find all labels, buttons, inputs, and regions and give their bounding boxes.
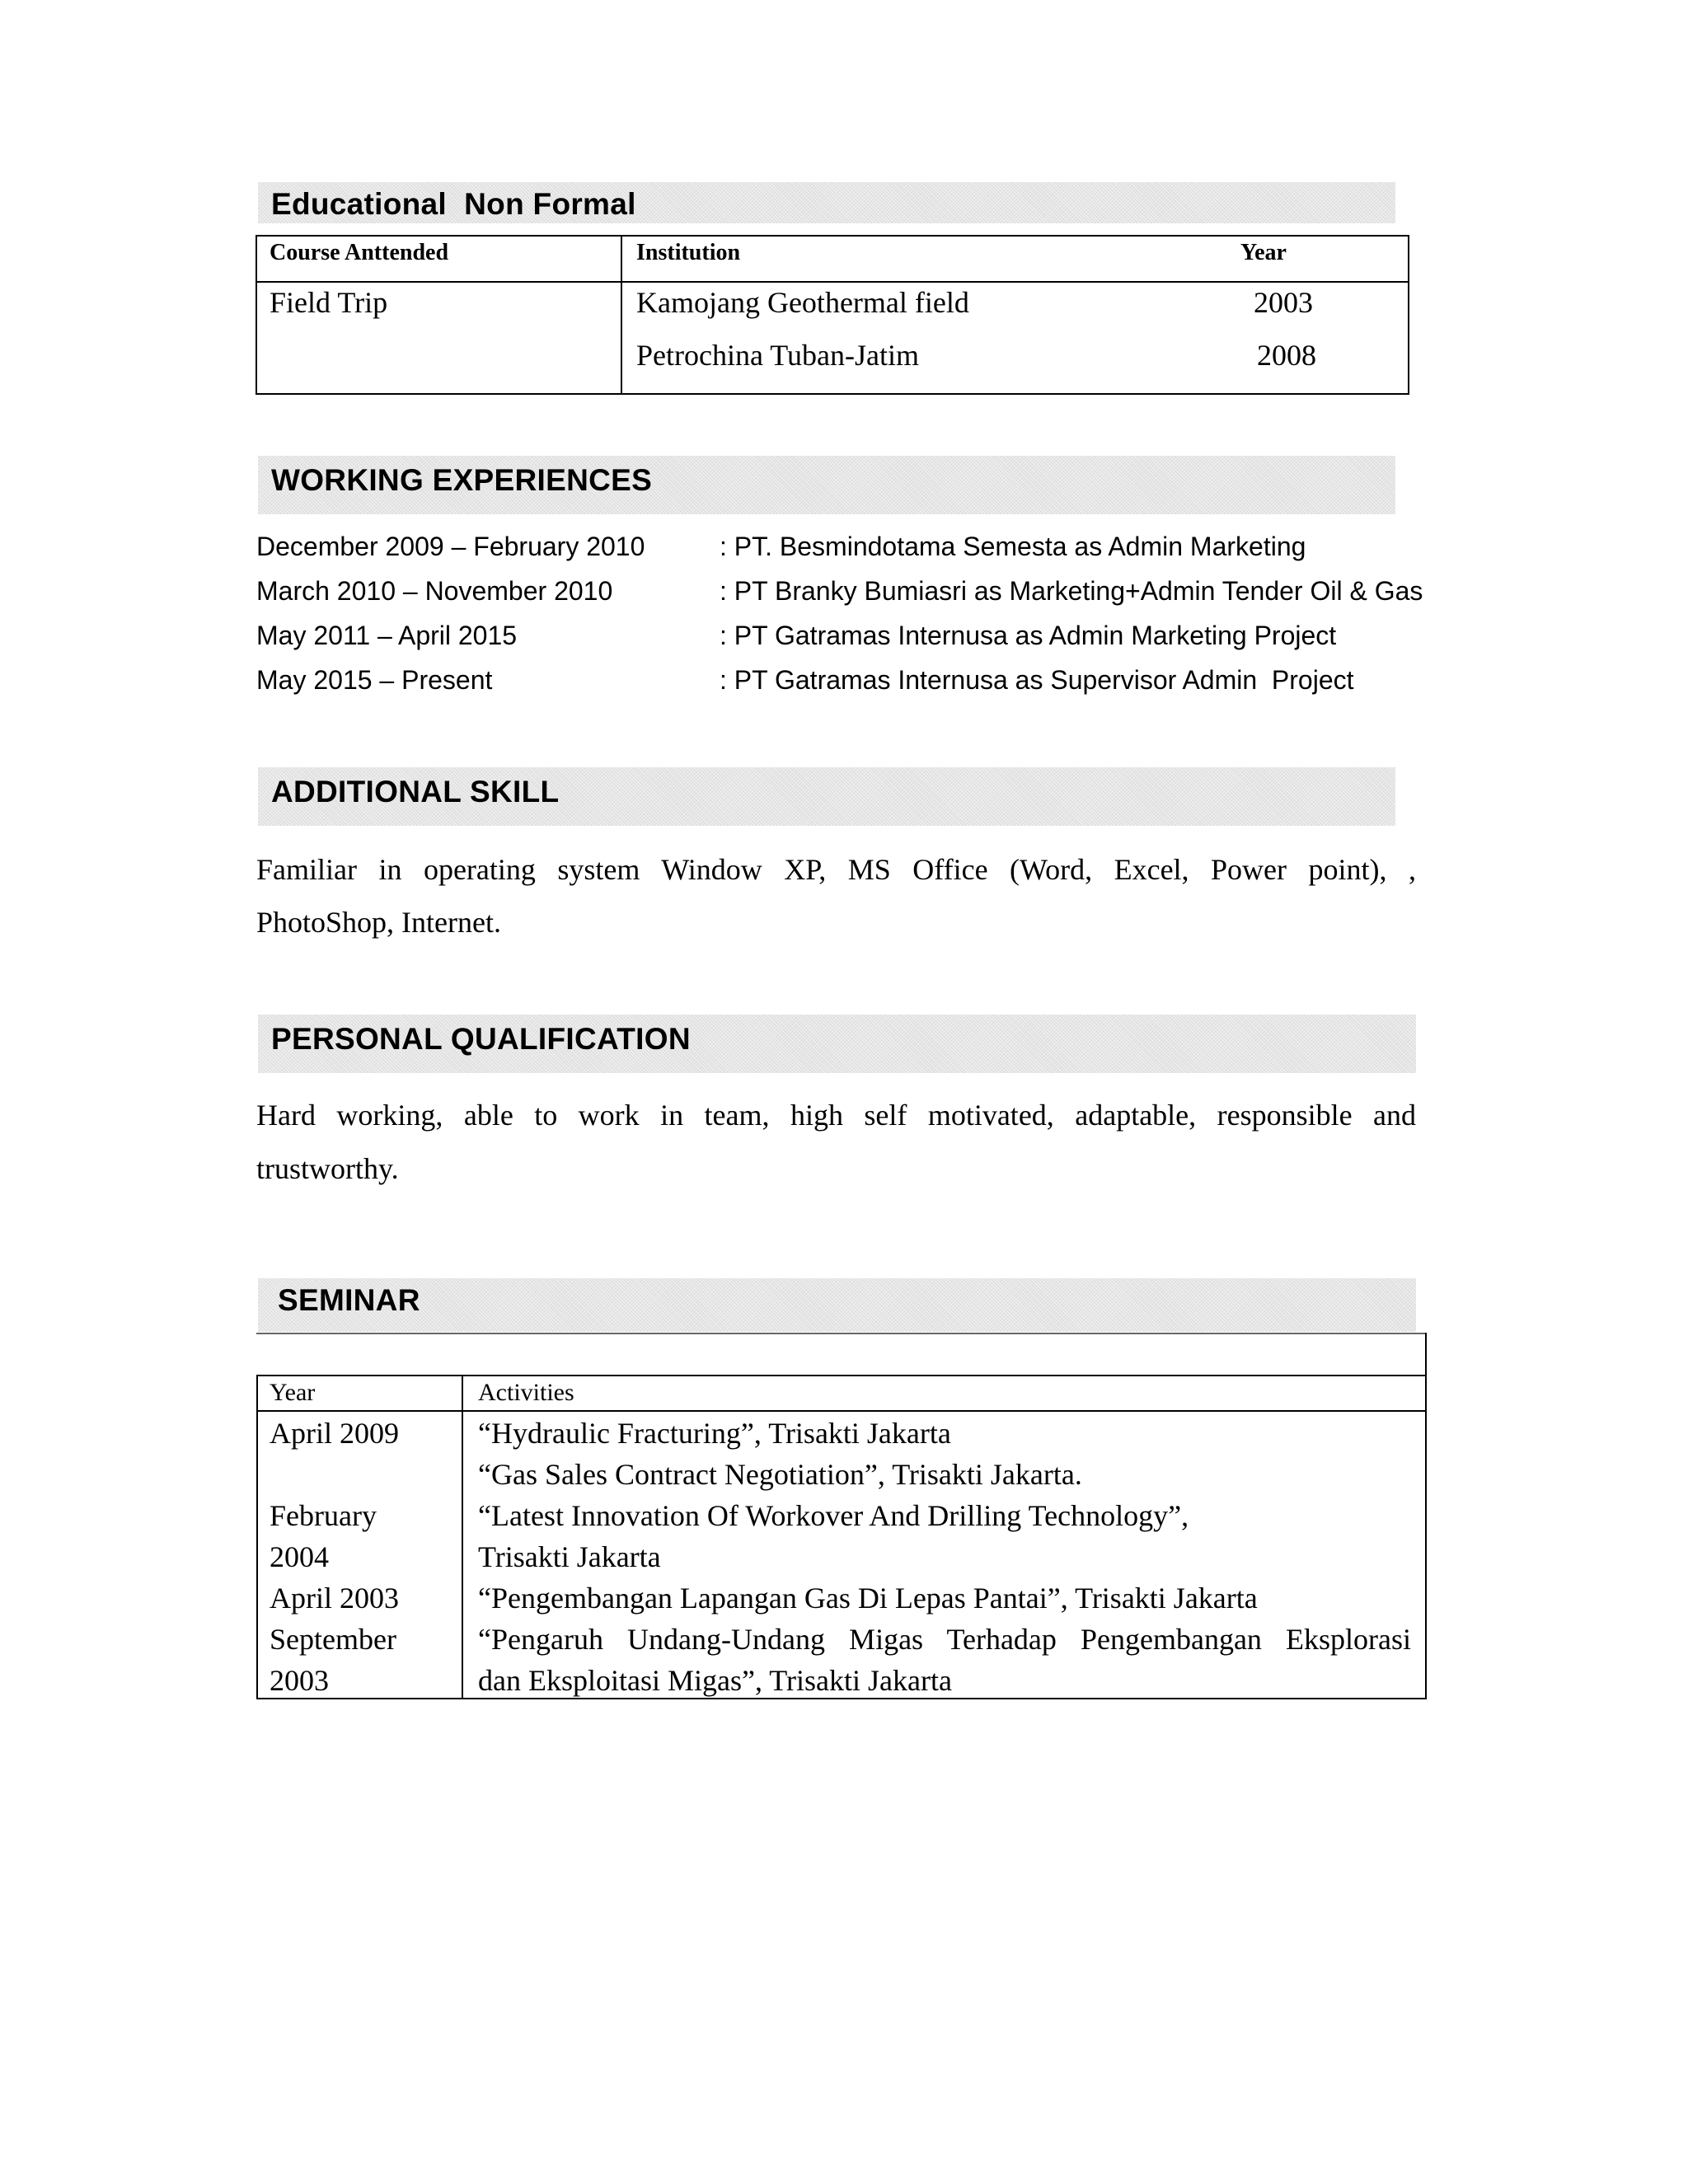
header-year: Year — [270, 1379, 316, 1406]
table-border — [256, 393, 1409, 395]
table-border — [256, 235, 257, 395]
skill-text-line: Familiar in operating system Window XP, MS Office (Word, Excel, Power point), , — [256, 853, 1416, 886]
seminar-year: September — [270, 1623, 396, 1656]
work-period: May 2011 – April 2015 — [256, 621, 518, 650]
work-detail: : PT Branky Bumiasri as Marketing+Admin Tender Oil & Gas — [720, 576, 1423, 606]
seminar-year: February — [270, 1499, 377, 1532]
table-border — [256, 235, 1409, 237]
table-border — [1425, 1375, 1427, 1699]
table-border — [1408, 235, 1409, 395]
section-title-working: WORKING EXPERIENCES — [271, 463, 653, 497]
table-border — [256, 1333, 1427, 1334]
institution-cell: Kamojang Geothermal field — [636, 286, 969, 319]
section-title-seminar: SEMINAR — [278, 1283, 420, 1317]
skill-text-line: PhotoShop, Internet. — [256, 906, 501, 939]
header-institution: Institution — [636, 240, 741, 265]
year-cell: 2003 — [1254, 286, 1313, 319]
personal-text-line: Hard working, able to work in team, high self motivated, adaptable, responsible and — [256, 1099, 1416, 1132]
year-cell: 2008 — [1257, 339, 1316, 372]
course-name: Field Trip — [270, 286, 388, 319]
seminar-year: 2003 — [270, 1664, 329, 1697]
section-title-personal: PERSONAL QUALIFICATION — [271, 1022, 691, 1056]
seminar-activity: “Gas Sales Contract Negotiation”, Trisakti Jakarta. — [478, 1458, 1082, 1491]
table-border — [256, 1375, 1427, 1376]
personal-text-line: trustworthy. — [256, 1152, 399, 1185]
seminar-activity: “Hydraulic Fracturing”, Trisakti Jakarta — [478, 1417, 951, 1450]
section-title-non-formal: Educational Non Formal — [271, 187, 636, 221]
header-activities: Activities — [478, 1379, 574, 1406]
seminar-activity: “Pengaruh Undang-Undang Migas Terhadap Pengembangan Eksplorasi — [478, 1623, 1411, 1656]
seminar-activity: Trisakti Jakarta — [478, 1540, 661, 1573]
table-border — [256, 1410, 1427, 1412]
institution-cell: Petrochina Tuban-Jatim — [636, 339, 919, 372]
seminar-activity: dan Eksploitasi Migas”, Trisakti Jakarta — [478, 1664, 952, 1697]
section-title-skill: ADDITIONAL SKILL — [271, 775, 560, 808]
seminar-year: 2004 — [270, 1540, 329, 1573]
seminar-year: April 2003 — [270, 1582, 399, 1615]
table-border — [621, 235, 622, 395]
section-band-seminar — [258, 1278, 1416, 1332]
work-period: May 2015 – Present — [256, 665, 493, 695]
work-period: December 2009 – February 2010 — [256, 532, 645, 561]
work-period: March 2010 – November 2010 — [256, 576, 613, 606]
work-detail: : PT. Besmindotama Semesta as Admin Marketing — [720, 532, 1306, 561]
seminar-year: April 2009 — [270, 1417, 399, 1450]
seminar-activity: “Pengembangan Lapangan Gas Di Lepas Pantai”, Trisakti Jakarta — [478, 1582, 1258, 1615]
table-border — [1425, 1333, 1427, 1375]
seminar-activity: “Latest Innovation Of Workover And Drilling Technology”, — [478, 1499, 1189, 1532]
header-year: Year — [1240, 240, 1287, 265]
table-border — [256, 1375, 258, 1699]
work-detail: : PT Gatramas Internusa as Admin Marketing Project — [720, 621, 1337, 650]
table-border — [462, 1375, 463, 1699]
header-course: Course Anttended — [270, 240, 449, 265]
table-border — [256, 281, 1409, 283]
work-detail: : PT Gatramas Internusa as Supervisor Admin Project — [720, 665, 1354, 695]
